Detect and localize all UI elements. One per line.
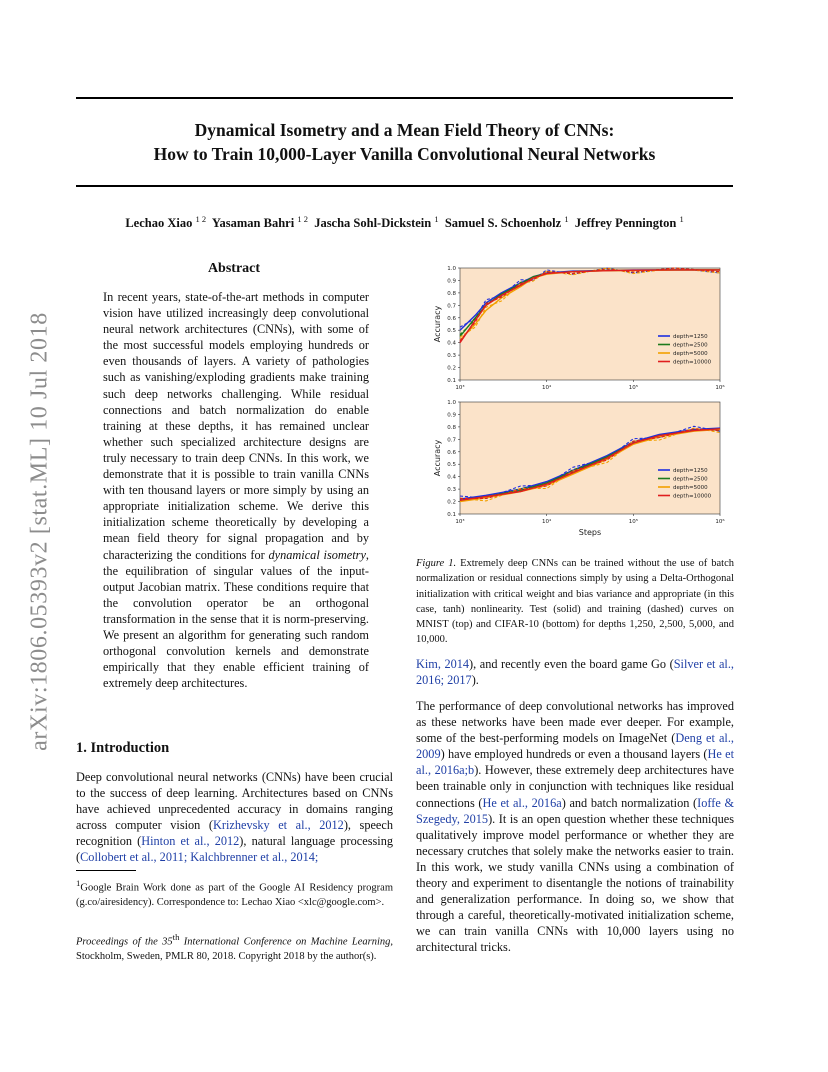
figure-caption bbox=[416, 556, 734, 648]
intro-continuation bbox=[416, 656, 734, 688]
proceedings-note bbox=[76, 930, 393, 964]
author-name: Jeffrey Pennington bbox=[574, 216, 677, 231]
x-axis-label: Steps bbox=[578, 528, 602, 537]
legend-label: depth=2500 bbox=[673, 342, 708, 349]
x-tick-label: 10⁶ bbox=[715, 385, 725, 391]
author-list bbox=[76, 214, 733, 231]
citation-link[interactable]: Krizhevsky et al., 2012 bbox=[212, 818, 344, 833]
intro-text: ), and recently even the board game Go ( bbox=[469, 657, 674, 671]
intro-text: ) have employed hundreds or even a thousand layers ( bbox=[440, 747, 708, 762]
intro-paragraph bbox=[76, 769, 393, 866]
abstract-emphasis: dynamical isometry bbox=[268, 547, 366, 562]
author-affiliation: 1 bbox=[679, 214, 684, 224]
title-line-1: Dynamical Isometry and a Mean Field Theory of CNNs: bbox=[194, 120, 615, 140]
figure-1 bbox=[416, 258, 734, 544]
x-tick-label: 10⁴ bbox=[542, 385, 552, 391]
legend-label: depth=10000 bbox=[673, 359, 712, 366]
author-affiliation: 1 bbox=[434, 214, 439, 224]
legend-label: depth=1250 bbox=[673, 334, 708, 340]
abstract-heading: Abstract bbox=[207, 261, 261, 276]
paper-title bbox=[76, 118, 733, 166]
top-rule bbox=[76, 97, 733, 99]
author-affiliation: 1 2 bbox=[195, 214, 207, 224]
author-name: Jascha Sohl-Dickstein bbox=[314, 216, 432, 231]
intro-text: The performance of deep convolutional networks has improved as these networks have been made ever deeper. For example, some of the best-performing models on ImageNet ( bbox=[416, 699, 734, 746]
x-tick-label: 10⁴ bbox=[542, 519, 552, 525]
legend-label: depth=10000 bbox=[673, 493, 712, 500]
citation-link[interactable]: Kim, 2014 bbox=[416, 657, 470, 671]
y-tick-label: 0.6 bbox=[447, 449, 456, 456]
accuracy-chart-cifar bbox=[433, 400, 725, 537]
x-tick-label: 10⁵ bbox=[628, 519, 638, 525]
y-tick-label: 0.2 bbox=[447, 499, 456, 506]
proceedings-sup: th bbox=[172, 932, 180, 942]
intro-text: ) and batch normalization ( bbox=[561, 795, 698, 810]
intro-paragraph-2 bbox=[416, 698, 734, 956]
x-tick-label: 10³ bbox=[455, 385, 465, 391]
abstract-body bbox=[103, 289, 369, 691]
title-line-2: How to Train 10,000-Layer Vanilla Convolutional Neural Networks bbox=[153, 144, 656, 164]
footnote-text: Google Brain Work done as part of the Google AI Residency program (g.co/airesidency). Correspondence to: Lechao Xiao <xlc@google.com>. bbox=[76, 882, 393, 908]
y-tick-label: 0.8 bbox=[447, 290, 456, 297]
abstract-text-1: In recent years, state-of-the-art methods in computer vision have utilized increasingly deep convolutional neural network architectures (CNNs), with some of the most successful models employing hundreds or even thousands of layers. A variety of pathologies such as vanishing/exploding gradients make training such deep networks challenging. While residual connections and batch normalization do enable training at these depths, it has remained unclear whether such specialized architecture designs are truly necessary to train deep CNNs. In this work, we demonstrate that it is possible to train vanilla CNNs with ten thousand layers or more simply by using an appropriate initialization scheme. We derive this initialization scheme theoretically by developing a mean field theory for signal propagation and by characterizing the conditions for bbox=[103, 290, 369, 562]
caption-text: Extremely deep CNNs can be trained without the use of batch normalization or residual connections simply by using a Delta-Orthogonal initialization with critical weight and bias variance and appropriate (in this case, tanh) nonlinearity. Test (solid) and training (dashed) curves on MNIST (top) and CIFAR-10 (bottom) for depths 1,250, 2,500, 5,000, and 10,000. bbox=[416, 558, 734, 646]
x-tick-label: 10³ bbox=[455, 519, 465, 525]
y-tick-label: 0.3 bbox=[447, 353, 456, 360]
citation-link[interactable]: Collobert et al., 2011; Kalchbrenner et al., 2014; bbox=[80, 850, 319, 865]
y-tick-label: 0.5 bbox=[447, 328, 456, 335]
proceedings-details: , Stockholm, Sweden, PMLR 80, 2018. Copyright 2018 by the author(s). bbox=[76, 936, 393, 962]
legend-label: depth=5000 bbox=[673, 351, 708, 357]
citation-link[interactable]: He et al., 2016a bbox=[482, 795, 562, 810]
y-tick-label: 0.6 bbox=[447, 315, 456, 322]
y-tick-label: 1.0 bbox=[447, 266, 456, 272]
abstract-text-2: , the equilibration of singular values of the input-output Jacobian matrix. These conditions require that the convolution operator be an orthogonal transformation in the sense that it is norm-preserving. We present an algorithm for generating such random orthogonal convolution kernels and demonstrate empirically that they enable efficient training of extremely deep architectures. bbox=[103, 547, 369, 691]
legend-label: depth=1250 bbox=[673, 468, 708, 474]
author-affiliation: 1 2 bbox=[297, 214, 308, 224]
y-axis-label: Accuracy bbox=[433, 439, 442, 477]
citation-link[interactable]: Deng et al., 2009 bbox=[416, 731, 734, 762]
intro-text: Deep convolutional neural networks (CNNs) have been crucial to the success of deep learning. Architectures based on CNNs have achieved unprecedented accuracy in domains ranging across computer vision ( bbox=[76, 770, 393, 833]
intro-text: ). However, these extremely deep architectures have been trainable only in conjunction with techniques like residual connections ( bbox=[416, 763, 735, 810]
author-name: Samuel S. Schoenholz bbox=[444, 216, 562, 231]
y-tick-label: 0.7 bbox=[447, 303, 456, 310]
proceedings-venue-a: Proceedings of the 35 bbox=[76, 936, 173, 948]
citation-link[interactable]: Ioffe & Szegedy, 2015 bbox=[416, 795, 735, 826]
footnote-mark: 1 bbox=[76, 878, 81, 888]
intro-text: ), natural language processing ( bbox=[76, 834, 393, 865]
y-tick-label: 0.3 bbox=[447, 487, 456, 494]
citation-link[interactable]: Silver et al., 2016; 2017 bbox=[416, 657, 734, 688]
citation-link[interactable]: Hinton et al., 2012 bbox=[141, 834, 240, 849]
x-tick-label: 10⁵ bbox=[628, 385, 638, 391]
y-tick-label: 0.4 bbox=[447, 474, 456, 481]
legend-label: depth=5000 bbox=[673, 485, 708, 491]
y-tick-label: 0.8 bbox=[447, 424, 456, 431]
y-tick-label: 0.4 bbox=[447, 340, 456, 347]
footnote bbox=[76, 876, 393, 910]
y-tick-label: 0.1 bbox=[447, 378, 456, 384]
figure-label: Figure 1. bbox=[416, 558, 457, 569]
accuracy-chart-mnist bbox=[433, 266, 725, 391]
intro-text: ), speech recognition ( bbox=[76, 818, 393, 849]
legend-label: depth=2500 bbox=[673, 476, 708, 483]
y-tick-label: 0.1 bbox=[447, 512, 456, 518]
y-tick-label: 0.7 bbox=[447, 437, 456, 444]
y-tick-label: 0.5 bbox=[447, 462, 456, 469]
proceedings-venue-b: International Conference on Machine Learning bbox=[179, 936, 391, 948]
intro-text: ). bbox=[471, 673, 479, 688]
y-axis-label: Accuracy bbox=[433, 305, 442, 343]
y-tick-label: 0.9 bbox=[447, 412, 456, 419]
intro-heading: 1. Introduction bbox=[76, 740, 170, 756]
author-affiliation: 1 bbox=[564, 214, 569, 224]
author-name: Yasaman Bahri bbox=[211, 216, 295, 231]
y-tick-label: 1.0 bbox=[447, 400, 456, 406]
arxiv-watermark: arXiv:1806.05393v2 [stat.ML] 10 Jul 2018 bbox=[26, 312, 53, 751]
citation-link[interactable]: He et al., 2016a;b bbox=[416, 747, 734, 778]
y-tick-label: 0.9 bbox=[447, 278, 456, 285]
x-tick-label: 10⁶ bbox=[715, 519, 725, 525]
y-tick-label: 0.2 bbox=[447, 365, 456, 372]
intro-text: ). It is an open question whether these techniques qualitatively improve model performance or whether they are necessary crutches that solely make the networks easier to train. In this work, we study vanilla CNNs using a combination of theory and experiment to disentangle the notions of trainability and generalization performance. In doing so, we show that through a careful, theoretically-motivated initialization scheme, we can train vanilla CNNs with 10,000 layers using no architectural tricks. bbox=[416, 811, 734, 955]
author-name: Lechao Xiao bbox=[125, 216, 193, 231]
footnote-rule bbox=[76, 870, 136, 871]
title-bottom-rule bbox=[76, 185, 733, 187]
